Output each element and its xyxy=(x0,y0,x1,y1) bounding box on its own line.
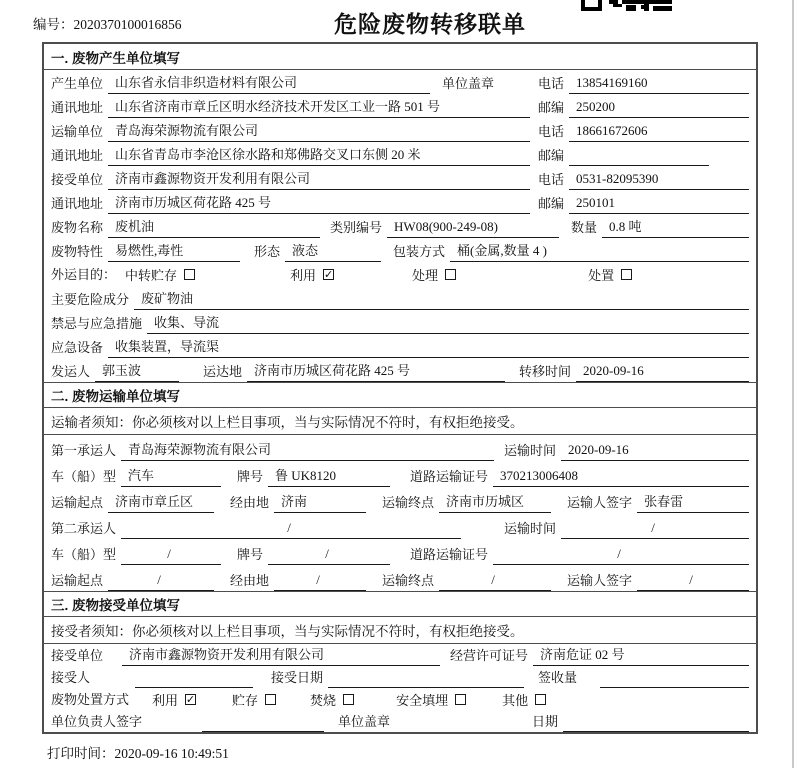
date-value xyxy=(563,716,749,732)
row-disposal-method xyxy=(44,688,756,710)
row-producer-address xyxy=(44,94,756,118)
row-taboo-measures xyxy=(44,310,756,334)
section1-body xyxy=(44,70,756,382)
section2-body xyxy=(44,408,756,591)
vehicle1-plate-value: 鲁 UK8120 xyxy=(268,465,390,487)
destination-value: 济南市历城区荷花路 425 号 xyxy=(247,360,505,382)
receiver-address-value: 济南市历城区荷花路 425 号 xyxy=(108,192,530,214)
carrier1-value: 青岛海荣源物流有限公司 xyxy=(121,439,494,461)
dispose-checkbox xyxy=(621,269,632,280)
option-treat: 处理 xyxy=(412,265,456,284)
transit-storage-checkbox xyxy=(184,269,195,280)
option-dispose: 处置 xyxy=(588,265,632,284)
section1-title: 一. 废物产生单位填写 xyxy=(44,44,756,70)
responsible-sign-value xyxy=(202,716,324,732)
row-responsible-sign xyxy=(44,710,756,732)
row-receiver-address xyxy=(44,190,756,214)
section2-title: 二. 废物运输单位填写 xyxy=(44,382,756,408)
plate-label: 牌号 xyxy=(237,547,264,562)
row-carrier2 xyxy=(44,513,756,539)
date-label: 日期 xyxy=(531,714,558,729)
responsible-sign-label: 单位负责人签字 xyxy=(51,714,143,729)
via-label: 经由地 xyxy=(230,495,270,510)
carrier1-time-value: 2020-09-16 xyxy=(561,442,749,461)
carrier-sign-label: 运输人签字 xyxy=(567,573,633,588)
row-vehicle1 xyxy=(44,461,756,487)
route-end-label: 运输终点 xyxy=(382,495,435,510)
packaging-label: 包装方式 xyxy=(393,244,446,259)
row-waste-name xyxy=(44,214,756,238)
storage-checkbox xyxy=(265,694,276,705)
transporter-notice: 运输者须知：你必须核对以上栏目事项，当与实际情况不符时，有权拒绝接受。 xyxy=(44,408,756,435)
producer-address-value: 山东省济南市章丘区明水经济技术开发区工业一路 501 号 xyxy=(108,96,530,118)
disposal-method-label: 废物处置方式 xyxy=(51,691,130,707)
waste-props-label: 废物特性 xyxy=(51,244,104,259)
section3-body xyxy=(44,617,756,732)
license-value: 济南危证 02 号 xyxy=(533,644,749,666)
received-qty-label: 签收量 xyxy=(538,670,578,685)
vehicle-type-label: 车（船）型 xyxy=(51,469,117,484)
producer-zip-value: 250200 xyxy=(569,99,749,118)
qr-code-fragment-icon xyxy=(581,0,676,11)
carrier2-value: / xyxy=(121,520,461,539)
hazard-label: 主要危险成分 xyxy=(51,292,130,307)
accept-unit-label: 接受单位 xyxy=(51,648,104,663)
zip-label: 邮编 xyxy=(537,100,564,115)
transport-time-label: 运输时间 xyxy=(503,521,556,536)
manifest-table xyxy=(42,42,758,734)
row-vehicle2 xyxy=(44,539,756,565)
accept-unit-value: 济南市鑫源物资开发利用有限公司 xyxy=(122,644,440,666)
row-hazard-component xyxy=(44,286,756,310)
row-carrier1 xyxy=(44,435,756,461)
row-route1 xyxy=(44,487,756,513)
row-transporter xyxy=(44,118,756,142)
transfer-time-label: 转移时间 xyxy=(519,364,572,379)
vehicle2-type-value: / xyxy=(121,546,221,565)
waste-code-value: HW08(900-249-08) xyxy=(387,219,559,238)
route2-start-value: / xyxy=(108,572,214,591)
received-qty-value xyxy=(600,672,749,688)
carrier2-time-value: / xyxy=(561,520,749,539)
route1-start-value: 济南市章丘区 xyxy=(108,491,214,513)
row-transporter-address xyxy=(44,142,756,166)
option-storage: 贮存 xyxy=(232,690,276,709)
dispatcher-value: 郭玉波 xyxy=(95,360,179,382)
accept-date-label: 接受日期 xyxy=(271,670,324,685)
route2-via-value: / xyxy=(274,572,366,591)
print-time-value: 2020-09-16 10:49:51 xyxy=(114,746,229,761)
address-label: 通讯地址 xyxy=(51,100,104,115)
route2-end-value: / xyxy=(439,572,551,591)
route-end-label: 运输终点 xyxy=(382,573,435,588)
receiver-label: 接受单位 xyxy=(51,172,104,187)
treat-checkbox xyxy=(445,269,456,280)
dispatcher-label: 发运人 xyxy=(51,364,91,379)
row-waste-props xyxy=(44,238,756,262)
address-label: 通讯地址 xyxy=(51,148,104,163)
equipment-label: 应急设备 xyxy=(51,340,104,355)
transporter-address-value: 山东省青岛市李沧区徐水路和郑佛路交叉口东侧 20 米 xyxy=(108,144,530,166)
route1-end-value: 济南市历城区 xyxy=(439,491,551,513)
packaging-value: 桶(金属,数量 4 ) xyxy=(450,240,749,262)
vehicle-type-label: 车（船）型 xyxy=(51,547,117,562)
taboo-value: 收集、导流 xyxy=(147,312,749,334)
row-emergency-equipment xyxy=(44,334,756,358)
row-route2 xyxy=(44,565,756,591)
option-other: 其他 xyxy=(502,690,546,709)
hazard-value: 废矿物油 xyxy=(134,288,749,310)
zip-label: 邮编 xyxy=(537,196,564,211)
quantity-label: 数量 xyxy=(571,220,598,235)
row-producer xyxy=(44,70,756,94)
phone-label: 电话 xyxy=(537,172,564,187)
taboo-label: 禁忌与应急措施 xyxy=(51,316,143,331)
destination-label: 运达地 xyxy=(203,364,243,379)
carrier1-label: 第一承运人 xyxy=(51,443,117,458)
transfer-time-value: 2020-09-16 xyxy=(576,363,749,382)
license-label: 经营许可证号 xyxy=(450,648,529,663)
purpose-label: 外运目的： xyxy=(51,266,117,282)
route-start-label: 运输起点 xyxy=(51,573,104,588)
equipment-value: 收集装置，导流渠 xyxy=(108,336,749,358)
road-permit-label: 道路运输证号 xyxy=(410,547,489,562)
seal-label: 单位盖章 xyxy=(442,76,495,91)
transporter-zip-value xyxy=(569,150,709,166)
producer-label: 产生单位 xyxy=(51,76,104,91)
waste-name-value: 废机油 xyxy=(108,216,320,238)
utilize-checkbox: ✓ xyxy=(323,267,334,281)
row-receiver xyxy=(44,166,756,190)
road-permit-label: 道路运输证号 xyxy=(410,469,489,484)
form-state-label: 形态 xyxy=(254,244,281,259)
route1-via-value: 济南 xyxy=(274,491,366,513)
carrier-sign-label: 运输人签字 xyxy=(567,495,633,510)
waste-props-value: 易燃性,毒性 xyxy=(108,240,240,262)
option-incinerate: 焚烧 xyxy=(310,690,354,709)
receiver-value: 济南市鑫源物资开发利用有限公司 xyxy=(108,168,530,190)
carrier2-label: 第二承运人 xyxy=(51,521,117,536)
form-state-value: 液态 xyxy=(285,240,381,262)
landfill-checkbox xyxy=(455,694,466,705)
phone-label: 电话 xyxy=(537,76,564,91)
print-time-label: 打印时间： xyxy=(47,746,115,761)
vehicle1-type-value: 汽车 xyxy=(121,465,221,487)
row-dispatch xyxy=(44,358,756,382)
phone-label: 电话 xyxy=(537,124,564,139)
row-transfer-purpose xyxy=(44,262,756,286)
via-label: 经由地 xyxy=(230,573,270,588)
transporter-label: 运输单位 xyxy=(51,124,104,139)
transport-time-label: 运输时间 xyxy=(503,443,556,458)
route-start-label: 运输起点 xyxy=(51,495,104,510)
zip-label: 邮编 xyxy=(537,148,564,163)
transporter-phone-value: 18661672606 xyxy=(569,123,749,142)
print-time xyxy=(47,742,796,762)
route2-sign-value: / xyxy=(637,572,749,591)
route1-sign-value: 张春雷 xyxy=(637,491,749,513)
accept-date-value xyxy=(328,672,524,688)
reuse-checkbox: ✓ xyxy=(185,692,196,706)
plate-label: 牌号 xyxy=(237,469,264,484)
incinerate-checkbox xyxy=(343,694,354,705)
row-accept-person xyxy=(44,666,756,688)
vehicle1-permit-value: 370213006408 xyxy=(493,468,749,487)
option-utilize: 利用 ✓ xyxy=(290,267,334,283)
viewer-right-edge xyxy=(792,0,794,768)
form-header xyxy=(0,0,796,42)
quantity-value: 0.8 吨 xyxy=(602,216,749,238)
address-label: 通讯地址 xyxy=(51,196,104,211)
transporter-value: 青岛海荣源物流有限公司 xyxy=(108,120,530,142)
receiver-phone-value: 0531-82095390 xyxy=(569,171,749,190)
unit-seal-label: 单位盖章 xyxy=(338,714,391,729)
receiver-zip-value: 250101 xyxy=(569,195,749,214)
option-reuse: 利用 ✓ xyxy=(152,692,196,708)
page-title: 危险废物转移联单 xyxy=(334,11,526,37)
vehicle2-permit-value: / xyxy=(493,546,749,565)
accept-person-value xyxy=(135,672,253,688)
producer-phone-value: 13854169160 xyxy=(569,75,749,94)
waste-name-label: 废物名称 xyxy=(51,220,104,235)
row-accept-unit xyxy=(44,644,756,666)
doc-number-value: 2020370100016856 xyxy=(73,17,182,32)
accept-person-label: 接受人 xyxy=(51,670,91,685)
vehicle2-plate-value: / xyxy=(268,546,390,565)
other-checkbox xyxy=(535,694,546,705)
receiver-notice: 接受者须知：你必须核对以上栏目事项，当与实际情况不符时，有权拒绝接受。 xyxy=(44,617,756,644)
producer-value: 山东省永信非织造材料有限公司 xyxy=(108,72,430,94)
option-landfill: 安全填埋 xyxy=(396,690,466,709)
option-transit-storage: 中转贮存 xyxy=(125,265,195,284)
waste-code-label: 类别编号 xyxy=(330,220,383,235)
doc-number-label: 编号： xyxy=(33,17,74,32)
section3-title: 三. 废物接受单位填写 xyxy=(44,591,756,617)
